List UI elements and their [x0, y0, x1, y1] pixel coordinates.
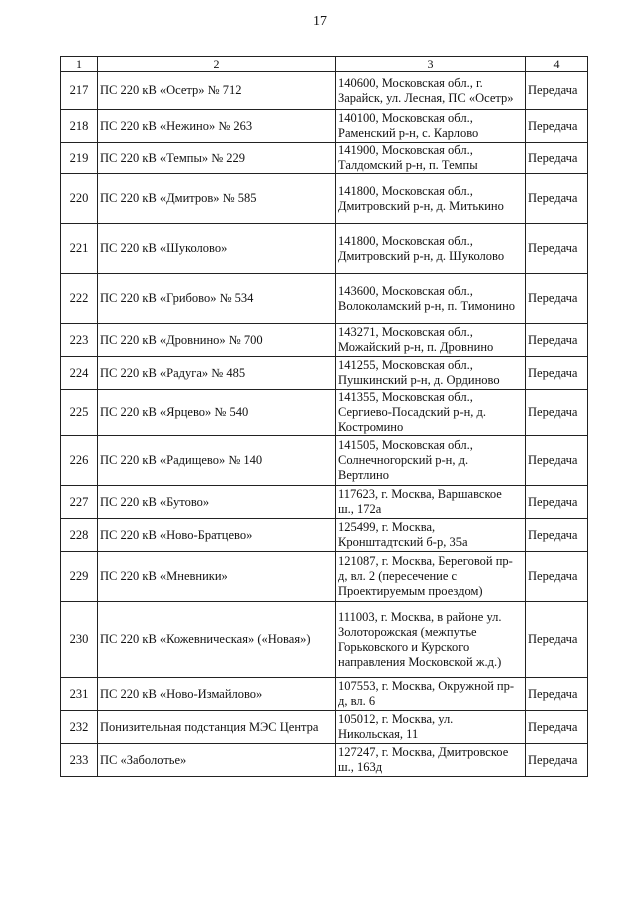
substation-name: ПС 220 кВ «Мневники» — [98, 552, 336, 602]
function-type: Передача — [526, 436, 588, 486]
substation-name: ПС 220 кВ «Дмитров» № 585 — [98, 174, 336, 224]
substation-name: ПС 220 кВ «Нежино» № 263 — [98, 110, 336, 143]
row-number: 222 — [61, 274, 98, 324]
address-line: Никольская, 11 — [338, 727, 419, 741]
address-line: Солнечногорский р-н, д. — [338, 453, 469, 467]
address-line: 140600, Московская обл., г. — [338, 75, 483, 90]
table-row — [61, 519, 588, 552]
address-line: направления Московской ж.д.) — [338, 654, 502, 669]
address-line: 111003, г. Москва, в районе ул. — [338, 609, 502, 624]
function-type: Передача — [526, 678, 588, 711]
table-row — [61, 552, 588, 602]
substation-name: ПС 220 кВ «Бутово» — [98, 486, 336, 519]
page-number: 17 — [313, 14, 327, 29]
table-row — [61, 110, 588, 143]
substation-address — [336, 357, 526, 390]
address-line: Золоторожская (межпутье — [338, 624, 477, 639]
substation-address — [336, 711, 526, 744]
address-line: Можайский р-н, п. Дровнино — [338, 340, 494, 354]
substation-address — [336, 72, 526, 110]
address-line: Дмитровский р-н, д. Шуколово — [338, 248, 505, 263]
substation-address — [336, 678, 526, 711]
substation-address — [336, 744, 526, 777]
substation-name: ПС 220 кВ «Шуколово» — [98, 224, 336, 274]
function-type: Передача — [526, 552, 588, 602]
substation-address — [336, 519, 526, 552]
substation-name: ПС 220 кВ «Осетр» № 712 — [98, 72, 336, 110]
substation-address — [336, 274, 526, 324]
substation-address — [336, 390, 526, 436]
address-line: Волоколамский р-н, п. Тимонино — [338, 298, 516, 313]
substation-name: ПС 220 кВ «Дровнино» № 700 — [98, 324, 336, 357]
function-type: Передача — [526, 711, 588, 744]
table-row — [61, 436, 588, 486]
function-type: Передача — [526, 174, 588, 224]
address-line: 141355, Московская обл., — [338, 390, 473, 404]
row-number: 217 — [61, 72, 98, 110]
function-type: Передача — [526, 72, 588, 110]
substation-address — [336, 110, 526, 143]
address-line: Костромино — [338, 420, 404, 434]
substation-name: ПС 220 кВ «Ново-Измайлово» — [98, 678, 336, 711]
address-line: 107553, г. Москва, Окружной пр- — [338, 679, 515, 693]
address-line: Дмитровский р-н, д. Митькино — [338, 198, 504, 213]
address-line: д, вл. 2 (пересечение с — [338, 569, 458, 583]
address-line: ш., 172а — [338, 502, 382, 516]
function-type: Передача — [526, 274, 588, 324]
address-line: 117623, г. Москва, Варшавское — [338, 487, 502, 501]
row-number: 225 — [61, 390, 98, 436]
function-type: Передача — [526, 486, 588, 519]
table-header-row — [61, 57, 588, 72]
address-line: ш., 163д — [338, 760, 383, 774]
row-number: 218 — [61, 110, 98, 143]
table-row — [61, 174, 588, 224]
address-line: Кронштадтский б-р, 35а — [338, 535, 468, 549]
address-line: Зарайск, ул. Лесная, ПС «Осетр» — [338, 90, 514, 105]
function-type: Передача — [526, 324, 588, 357]
table-row — [61, 274, 588, 324]
table-row — [61, 224, 588, 274]
substation-address — [336, 324, 526, 357]
row-number: 229 — [61, 552, 98, 602]
row-number: 227 — [61, 486, 98, 519]
substation-address — [336, 486, 526, 519]
column-header: 3 — [336, 57, 526, 72]
row-number: 219 — [61, 143, 98, 174]
row-number: 230 — [61, 602, 98, 678]
substation-address — [336, 602, 526, 678]
address-line: Раменский р-н, с. Карлово — [338, 126, 479, 140]
substation-name: ПС 220 кВ «Ново-Братцево» — [98, 519, 336, 552]
column-header: 2 — [98, 57, 336, 72]
address-line: Пушкинский р-н, д. Ординово — [338, 373, 500, 387]
address-line: 125499, г. Москва, — [338, 520, 436, 534]
address-line: Талдомский р-н, п. Темпы — [338, 158, 478, 172]
address-line: 121087, г. Москва, Береговой пр- — [338, 554, 513, 568]
function-type: Передача — [526, 390, 588, 436]
substation-address — [336, 174, 526, 224]
row-number: 228 — [61, 519, 98, 552]
substation-address — [336, 143, 526, 174]
row-number: 223 — [61, 324, 98, 357]
table-row — [61, 390, 588, 436]
substation-name: ПС 220 кВ «Радищево» № 140 — [98, 436, 336, 486]
row-number: 231 — [61, 678, 98, 711]
row-number: 232 — [61, 711, 98, 744]
function-type: Передача — [526, 519, 588, 552]
row-number: 233 — [61, 744, 98, 777]
substation-address — [336, 552, 526, 602]
table-row — [61, 72, 588, 110]
substation-name: ПС 220 кВ «Грибово» № 534 — [98, 274, 336, 324]
column-header: 1 — [61, 57, 98, 72]
substation-table — [60, 56, 588, 777]
address-line: Сергиево-Посадский р-н, д. — [338, 405, 487, 419]
substation-name: ПС 220 кВ «Радуга» № 485 — [98, 357, 336, 390]
table-row — [61, 143, 588, 174]
table-row — [61, 486, 588, 519]
address-line: 141505, Московская обл., — [338, 438, 473, 452]
address-line: 143600, Московская обл., — [338, 283, 473, 298]
address-line: 105012, г. Москва, ул. — [338, 712, 454, 726]
address-line: 140100, Московская обл., — [338, 111, 473, 125]
function-type: Передача — [526, 110, 588, 143]
substation-name: ПС 220 кВ «Темпы» № 229 — [98, 143, 336, 174]
address-line: 141900, Московская обл., — [338, 143, 473, 157]
row-number: 224 — [61, 357, 98, 390]
row-number: 226 — [61, 436, 98, 486]
table-row — [61, 711, 588, 744]
substation-name: ПС «Заболотье» — [98, 744, 336, 777]
function-type: Передача — [526, 602, 588, 678]
address-line: 143271, Московская обл., — [338, 325, 473, 339]
table-row — [61, 678, 588, 711]
column-header: 4 — [526, 57, 588, 72]
substation-address — [336, 224, 526, 274]
substation-name: ПС 220 кВ «Ярцево» № 540 — [98, 390, 336, 436]
table-row — [61, 744, 588, 777]
substation-address — [336, 436, 526, 486]
address-line: Вертлино — [338, 468, 389, 482]
function-type: Передача — [526, 143, 588, 174]
table-row — [61, 602, 588, 678]
address-line: 141255, Московская обл., — [338, 358, 473, 372]
address-line: 141800, Московская обл., — [338, 233, 473, 248]
table-row — [61, 324, 588, 357]
row-number: 221 — [61, 224, 98, 274]
function-type: Передача — [526, 357, 588, 390]
row-number: 220 — [61, 174, 98, 224]
address-line: 141800, Московская обл., — [338, 183, 473, 198]
substation-name: ПС 220 кВ «Кожевническая» («Новая») — [98, 602, 336, 678]
address-line: Проектируемым проездом) — [338, 584, 483, 598]
table-row — [61, 357, 588, 390]
address-line: Горьковского и Курского — [338, 639, 470, 654]
address-line: 127247, г. Москва, Дмитровское — [338, 745, 509, 759]
function-type: Передача — [526, 224, 588, 274]
address-line: д, вл. 6 — [338, 694, 376, 708]
substation-name: Понизительная подстанция МЭС Центра — [98, 711, 336, 744]
function-type: Передача — [526, 744, 588, 777]
